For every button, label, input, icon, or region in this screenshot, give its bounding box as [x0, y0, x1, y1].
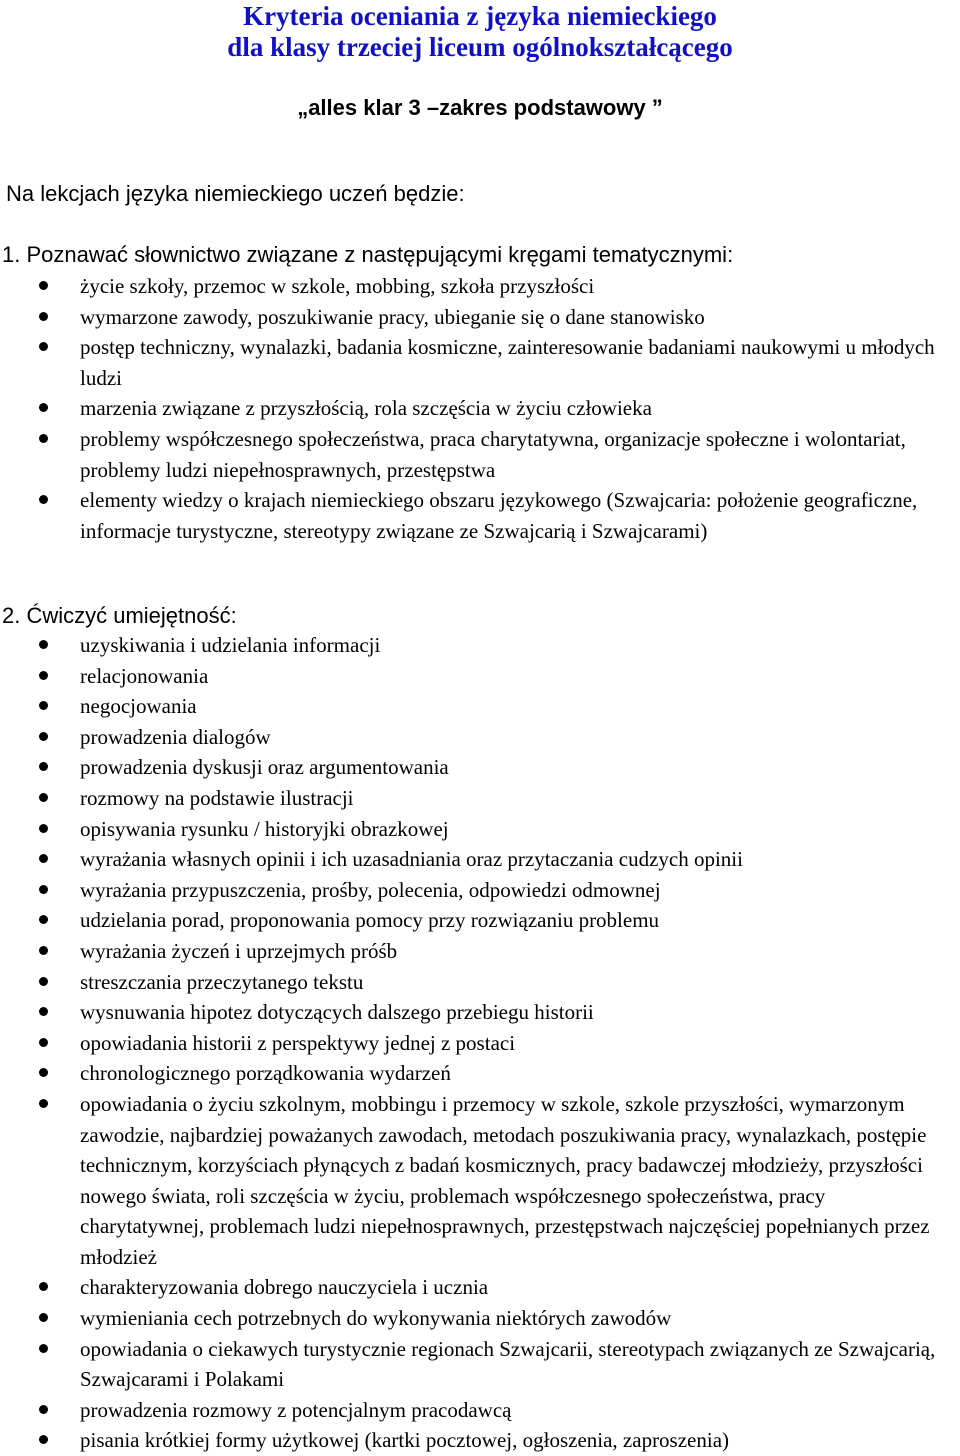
list-item-text: marzenia związane z przyszłością, rola szczęścia w życiu człowieka: [80, 396, 652, 421]
bullet-icon: [39, 1007, 48, 1016]
bullet-icon: [39, 701, 48, 710]
list-item-text: życie szkoły, przemoc w szkole, mobbing, szkoła przyszłości: [80, 274, 595, 298]
list-item-text: pisania krótkiej formy użytkowej (kartki pocztowej, ogłoszenia, zaproszenia): [80, 1428, 730, 1453]
list-item-text: negocjowania: [80, 694, 197, 719]
list-item-text: elementy wiedzy o krajach niemieckiego obszaru językowego (Szwajcaria: położenie geograficzne, informacje turystyczne, stereotypy związane ze Szwajcarią i Szwajcarami): [80, 488, 918, 543]
bullet-icon: [39, 312, 48, 321]
bullet-icon: [39, 281, 48, 290]
bullet-icon: [39, 732, 48, 741]
bullet-icon: [39, 915, 48, 924]
list-item: [0, 271, 960, 302]
bullet-icon: [39, 342, 48, 351]
list-item: [0, 844, 960, 875]
bullet-icon: [39, 824, 48, 833]
list-item: [0, 661, 960, 692]
list-item-text: wyrażania przypuszczenia, prośby, polecenia, odpowiedzi odmownej: [80, 877, 661, 902]
list-item: [0, 1303, 960, 1334]
list-item: [0, 967, 960, 998]
list-item: [0, 1395, 960, 1426]
list-item-text: prowadzenia dialogów: [80, 724, 271, 749]
list-item-text: opisywania rysunku / historyjki obrazkowej: [80, 816, 449, 841]
list-item: [0, 393, 960, 424]
list-item-text: problemy współczesnego społeczeństwa, praca charytatywna, organizacje społeczne i wolontariat, problemy ludzi niepełnosprawnych, przestępstwa: [80, 426, 906, 482]
list-item-text: wyrażania własnych opinii i ich uzasadniania oraz przytaczania cudzych opinii: [80, 847, 743, 872]
bullet-icon: [39, 793, 48, 802]
list-item-text: uzyskiwania i udzielania informacji: [80, 633, 381, 657]
list-item: [0, 814, 960, 845]
list-item-text: wymieniania cech potrzebnych do wykonywania niektórych zawodów: [80, 1306, 672, 1331]
intro-text: Na lekcjach języka niemieckiego uczeń będzie:: [6, 181, 465, 206]
bullet-icon: [39, 1282, 48, 1291]
bullet-icon: [39, 762, 48, 771]
bullet-icon: [39, 1099, 48, 1108]
list-item: [0, 783, 960, 814]
list-item-text: wymarzone zawody, poszukiwanie pracy, ubieganie się o dane stanowisko: [80, 304, 705, 329]
document-subtitle: „alles klar 3 –zakres podstawowy ”: [297, 95, 663, 120]
list-item-text: charakteryzowania dobrego nauczyciela i ucznia: [80, 1275, 489, 1300]
list-item-text: opowiadania o ciekawych turystycznie regionach Szwajcarii, stereotypach związanych ze Szwajcarią, Szwajcarami i Polakami: [80, 1336, 936, 1392]
bullet-icon: [39, 1435, 48, 1444]
list-item: [0, 1058, 960, 1089]
list-item-text: opowiadania o życiu szkolnym, mobbingu i przemocy w szkole, szkole przyszłości, wymarzonym zawodzie, najbardziej poważanych zawodach, metodach poszukiwania pracy, wynalazkach, postępie technicznym, korzyściach płynących z badań kosmicznych, pracy badawczej młodzieży, przyszłości nowego świata, roli szczęścia w życiu, problemach współczesnego społeczeństwa, pracy charytatywnej, problemach ludzi niepełnosprawnych, przestępstwach najczęściej popełnianych przez młodzież: [80, 1091, 930, 1269]
list-item: [0, 1425, 960, 1456]
list-item: [0, 722, 960, 753]
list-item: [0, 1334, 960, 1395]
list-item: [0, 752, 960, 783]
list-item-text: relacjonowania: [80, 663, 209, 688]
list-item: [0, 630, 960, 661]
bullet-icon: [39, 854, 48, 863]
section2-list: [0, 630, 960, 1456]
bullet-icon: [39, 885, 48, 894]
bullet-icon: [39, 1344, 48, 1353]
list-item-text: postęp techniczny, wynalazki, badania kosmiczne, zainteresowanie badaniami naukowymi u młodych ludzi: [80, 335, 935, 390]
bullet-icon: [39, 671, 48, 680]
bullet-icon: [39, 977, 48, 986]
list-item: [0, 1089, 960, 1273]
bullet-icon: [39, 1068, 48, 1077]
bullet-icon: [39, 1313, 48, 1322]
list-item: [0, 485, 960, 546]
bullet-icon: [39, 1405, 48, 1414]
list-item-text: udzielania porad, proponowania pomocy przy rozwiązaniu problemu: [80, 908, 660, 933]
list-item: [0, 997, 960, 1028]
section1-list: [0, 271, 960, 546]
list-item-text: prowadzenia rozmowy z potencjalnym pracodawcą: [80, 1397, 512, 1422]
section2-heading: 2. Ćwiczyć umiejętność:: [2, 603, 237, 628]
list-item-text: streszczania przeczytanego tekstu: [80, 969, 364, 994]
list-item-text: rozmowy na podstawie ilustracji: [80, 785, 354, 810]
bullet-icon: [39, 640, 48, 649]
list-item-text: wyrażania życzeń i uprzejmych próśb: [80, 938, 398, 963]
bullet-icon: [39, 946, 48, 955]
list-item: [0, 332, 960, 393]
list-item-text: wysnuwania hipotez dotyczących dalszego przebiegu historii: [80, 1000, 594, 1025]
list-item: [0, 302, 960, 333]
bullet-icon: [39, 1038, 48, 1047]
bullet-icon: [39, 495, 48, 504]
list-item-text: chronologicznego porządkowania wydarzeń: [80, 1061, 451, 1086]
list-item: [0, 1028, 960, 1059]
document-title-line1: Kryteria oceniania z języka niemieckiego: [243, 1, 717, 31]
list-item: [0, 424, 960, 485]
list-item-text: prowadzenia dyskusji oraz argumentowania: [80, 755, 449, 780]
list-item-text: opowiadania historii z perspektywy jednej z postaci: [80, 1030, 516, 1055]
list-item: [0, 936, 960, 967]
list-item: [0, 1272, 960, 1303]
bullet-icon: [39, 434, 48, 443]
document-title-line2: dla klasy trzeciej liceum ogólnokształcącego: [227, 32, 733, 62]
section1-heading: 1. Poznawać słownictwo związane z następującymi kręgami tematycznymi:: [2, 242, 734, 267]
list-item: [0, 691, 960, 722]
bullet-icon: [39, 403, 48, 412]
list-item: [0, 905, 960, 936]
list-item: [0, 875, 960, 906]
